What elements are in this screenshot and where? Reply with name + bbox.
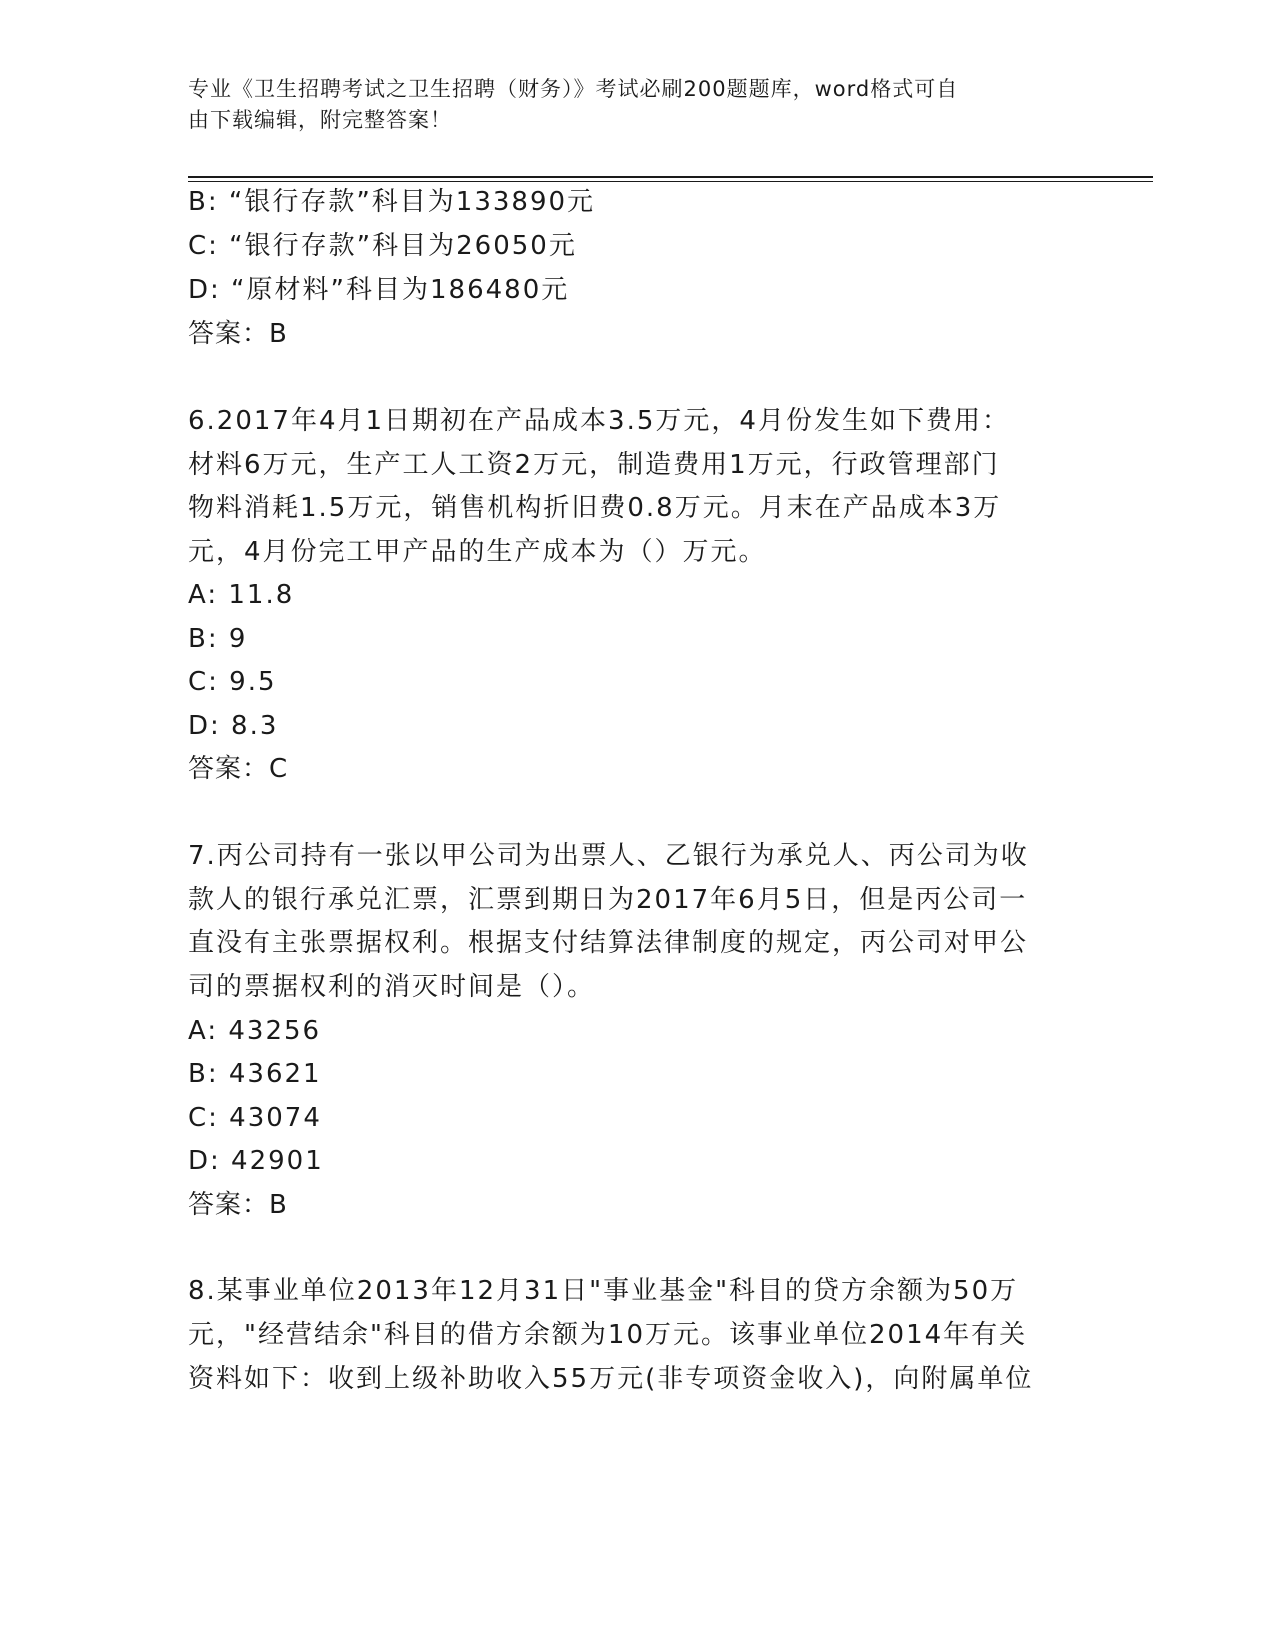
header-divider-thick [188, 176, 1153, 178]
q6-option-c: C: 9.5 [188, 667, 277, 697]
q8-stem-line-1: 8.某事业单位2013年12月31日"事业基金"科目的贷方余额为50万 [188, 1276, 1019, 1306]
q7-stem-line-1: 7.丙公司持有一张以甲公司为出票人、乙银行为承兑人、丙公司为收 [188, 841, 1029, 871]
q6-stem-line-3: 物料消耗1.5万元，销售机构折旧费0.8万元。月末在产品成本3万 [188, 493, 1002, 523]
q7-option-b: B: 43621 [188, 1059, 322, 1089]
q5-option-c: C: “银行存款”科目为26050元 [188, 231, 577, 261]
q7-stem-line-2: 款人的银行承兑汇票，汇票到期日为2017年6月5日，但是丙公司一 [188, 885, 1028, 915]
q6-answer: 答案：C [188, 754, 289, 784]
q5-option-d: D: “原材料”科目为186480元 [188, 275, 570, 305]
q6-stem-line-1: 6.2017年4月1日期初在产品成本3.5万元，4月份发生如下费用： [188, 406, 1010, 436]
q6-option-b: B: 9 [188, 624, 248, 654]
q7-option-c: C: 43074 [188, 1103, 322, 1133]
q5-answer: 答案：B [188, 319, 288, 349]
q7-stem-line-3: 直没有主张票据权利。根据支付结算法律制度的规定，丙公司对甲公 [188, 928, 1029, 958]
q5-option-b: B: “银行存款”科目为133890元 [188, 187, 596, 217]
q6-option-d: D: 8.3 [188, 711, 279, 741]
q7-answer: 答案：B [188, 1190, 288, 1220]
q8-stem-line-3: 资料如下：收到上级补助收入55万元(非专项资金收入)，向附属单位 [188, 1364, 1034, 1394]
q7-stem-line-4: 司的票据权利的消灭时间是（）。 [188, 972, 596, 1002]
q8-stem-line-2: 元，"经营结余"科目的借方余额为10万元。该事业单位2014年有关 [188, 1320, 1028, 1350]
q6-stem-line-2: 材料6万元，生产工人工资2万元，制造费用1万元，行政管理部门 [188, 450, 1000, 480]
q6-stem-line-4: 元，4月份完工甲产品的生产成本为（）万元。 [188, 537, 767, 567]
document-header [188, 74, 1068, 136]
q6-option-a: A: 11.8 [188, 580, 295, 610]
header-line-1: 专业《卫生招聘考试之卫生招聘（财务）》考试必刷200题题库，word格式可自 [188, 77, 959, 101]
q7-option-a: A: 43256 [188, 1016, 322, 1046]
header-line-2: 由下载编辑，附完整答案！ [188, 108, 452, 132]
q7-option-d: D: 42901 [188, 1146, 324, 1176]
